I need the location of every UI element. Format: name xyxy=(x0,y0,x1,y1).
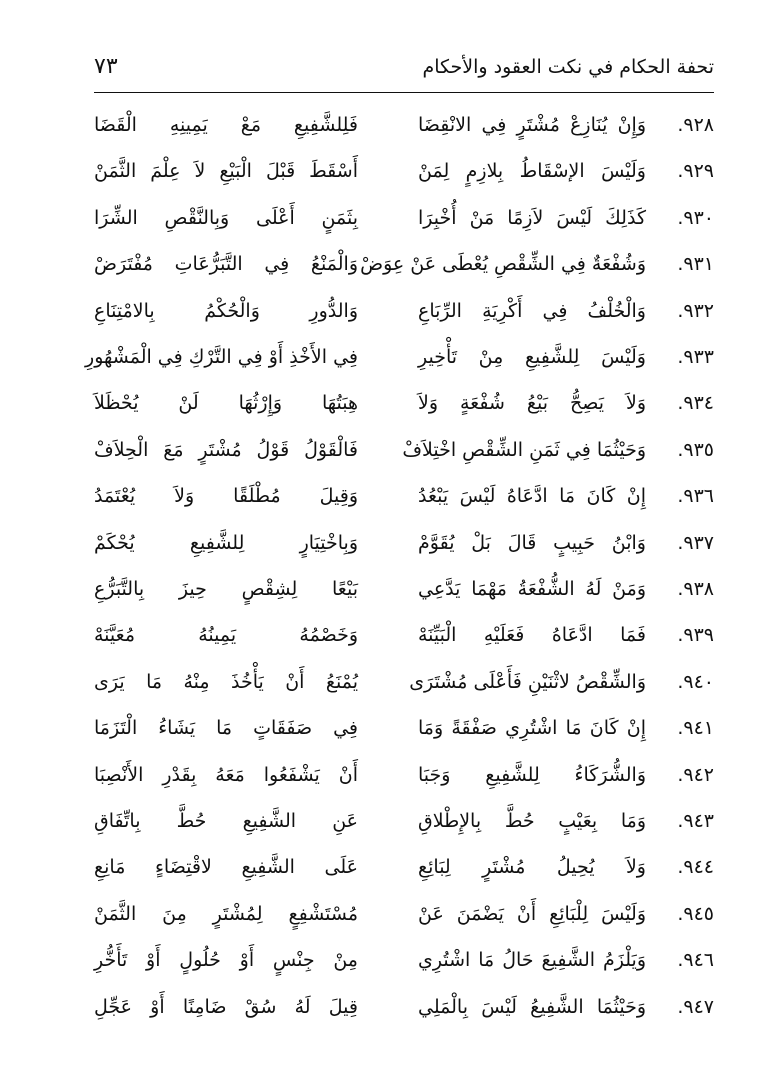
verse-line xyxy=(94,754,714,800)
first-hemistich: إِنْ كَانَ مَا اشْتُرِي صَفْقَةً وَمَا xyxy=(418,717,646,740)
second-hemistich: قِيلَ لَهُ سُقْ ضَامِنًا أَوْ عَجِّلِ xyxy=(94,995,358,1018)
second-hemistich: بَيْعًا لِشِقْصٍ حِيزَ بِالتَّبَرُّعِ xyxy=(94,578,358,600)
verse-line xyxy=(94,243,714,289)
verse-line xyxy=(94,986,714,1032)
page-header xyxy=(94,52,714,90)
second-hemistich: مِنْ جِنْسٍ أَوْ حُلُولٍ أَوْ تَأَخُّرِ xyxy=(94,949,358,972)
second-hemistich: فِي الأَخْذِ أَوْ فِي التَّرْكِ فِي الْمَشْهُورِ xyxy=(85,346,358,368)
verse-line xyxy=(94,150,714,196)
verse-number: ٩٤٤. xyxy=(677,856,714,879)
second-hemistich: يُمْنَعُ أَنْ يَأْخُذَ مِنْهُ مَا يَرَى xyxy=(94,670,358,693)
first-hemistich: وَمَنْ لَهُ الشُّفْعَةُ مَهْمَا يَدَّعِي xyxy=(418,578,646,600)
second-hemistich: عَنِ الشَّفِيعِ حُطَّ بِاتِّفَاقِ xyxy=(94,810,358,832)
verse-line xyxy=(94,290,714,336)
verse-line xyxy=(94,104,714,150)
verse-number: ٩٣٧. xyxy=(677,531,714,554)
verse-number: ٩٤٠. xyxy=(677,670,714,693)
second-hemistich: بِثَمَنٍ أَعْلَى وَبِالنَّقْصِ الشِّرَا xyxy=(94,206,358,229)
second-hemistich: مُسْتَشْفِعٍ لِمُشْتَرٍ مِنَ الثَّمَنْ xyxy=(94,902,358,925)
verse-line xyxy=(94,939,714,985)
first-hemistich: إِنْ كَانَ مَا ادَّعَاهُ لَيْسَ يَبْعُدُ xyxy=(418,485,646,508)
second-hemistich: فَالْقَوْلُ قَوْلُ مُشْتَرٍ مَعَ الْحِلاَفْ xyxy=(94,438,358,461)
first-hemistich: وَالشُّرَكَاءُ لِلشَّفِيعِ وَجَبَا xyxy=(418,763,646,786)
first-hemistich: وَلَيْسَ الإسْقَاطُ بِلازِمٍ لِمَنْ xyxy=(418,160,646,183)
verse-number: ٩٤٧. xyxy=(677,995,714,1018)
second-hemistich: وَخَصْمُهُ يَمِينُهُ مُعَيَّنَهْ xyxy=(94,624,358,647)
verse-number: ٩٤٣. xyxy=(677,810,714,832)
page-number: ٧٣ xyxy=(94,54,118,79)
first-hemistich: وَيَلْزَمُ الشَّفِيعَ حَالُ مَا اشْتُرِي xyxy=(418,949,646,972)
second-hemistich: أَنْ يَشْفَعُوا مَعَهُ بِقَدْرِ الأَنْصِبَا xyxy=(94,763,358,786)
verse-line xyxy=(94,568,714,614)
first-hemistich: وَشُفْعَةٌ فِي الشِّقْصِ يُعْطَى عَنْ عِوَضْ xyxy=(360,253,646,276)
first-hemistich: فَمَا ادَّعَاهُ فَعَلَيْهِ الْبَيِّنَهْ xyxy=(418,624,646,647)
verse-number: ٩٤٦. xyxy=(677,949,714,972)
verse-number: ٩٤٥. xyxy=(677,902,714,925)
first-hemistich: وَلَيْسَ لِلْبَائِعِ أَنْ يَضْمَنَ عَنْ xyxy=(418,902,646,925)
verse-line xyxy=(94,614,714,660)
second-hemistich: أَسْقَطَ قَبْلَ الْبَيْعِ لاَ عِلْمَ الثَّمَنْ xyxy=(94,160,358,183)
verse-number: ٩٣٤. xyxy=(677,392,714,415)
verse-number: ٩٣٥. xyxy=(677,438,714,461)
running-title: تحفة الحكام في نكت العقود والأحكام xyxy=(422,56,714,78)
verse-line xyxy=(94,429,714,475)
verse-number: ٩٢٨. xyxy=(677,114,714,136)
verse-line xyxy=(94,707,714,753)
second-hemistich: وَالدُّورِ وَالْحُكْمُ بِالامْتِنَاعِ xyxy=(94,299,358,322)
verse-line xyxy=(85,336,714,382)
verse-number: ٩٣٢. xyxy=(677,299,714,322)
second-hemistich: فَلِلشَّفِيعِ مَعْ يَمِينِهِ الْقَضَا xyxy=(94,114,358,136)
first-hemistich: وَلَيْسَ لِلشَّفِيعِ مِنْ تَأْخِيرِ xyxy=(418,346,646,368)
first-hemistich: وَإِنْ يُنَازِعْ مُشْتَرٍ فِي الانْقِضَا xyxy=(418,114,646,136)
verse-number: ٩٣٠. xyxy=(677,206,714,229)
verse-number: ٩٣١. xyxy=(677,253,714,276)
verse-line xyxy=(94,846,714,892)
first-hemistich: وَالْخُلْفُ فِي أَكْرِيَةِ الرِّبَاعِ xyxy=(418,299,646,322)
verse-number: ٩٢٩. xyxy=(677,160,714,183)
verse-line xyxy=(94,661,714,707)
verse-number: ٩٣٨. xyxy=(677,578,714,600)
second-hemistich: وَالْمَنْعُ فِي التَّبَرُّعَاتِ مُفْتَرَضْ xyxy=(94,253,358,276)
first-hemistich: وَالشِّقْصُ لاثْنَيْنِ فَأَعْلَى مُشْتَرَى xyxy=(409,670,646,693)
second-hemistich: هِبَتُهَا وَإِرْثُهَا لَنْ يُحْظَلاَ xyxy=(94,392,358,415)
first-hemistich: وَلاَ يُحِيلُ مُشْتَرٍ لِبَائِعِ xyxy=(418,856,646,879)
first-hemistich: وَابْنُ حَبِيبٍ قَالَ بَلْ يُقَوَّمْ xyxy=(418,531,646,554)
second-hemistich: فِي صَفَقَاتٍ مَا يَشَاءُ الْتَزَمَا xyxy=(94,717,358,740)
first-hemistich: وَحَيْثُمَا الشَّفِيعُ لَيْسَ بِالْمَلِي xyxy=(418,995,646,1018)
second-hemistich: وَقِيلَ مُطْلَقًا وَلاَ يُعْتَمَدُ xyxy=(94,485,358,508)
verse-number: ٩٣٣. xyxy=(677,346,714,368)
verse-number: ٩٣٦. xyxy=(677,485,714,508)
verse-number: ٩٤١. xyxy=(677,717,714,740)
first-hemistich: وَمَا بِعَيْبٍ حُطَّ بِالإِطْلاقِ xyxy=(418,810,646,832)
verse-line xyxy=(94,522,714,568)
second-hemistich: عَلَى الشَّفِيعِ لاقْتِضَاءٍ مَانِعِ xyxy=(94,856,358,879)
verse-line xyxy=(94,475,714,521)
verse-number: ٩٣٩. xyxy=(677,624,714,647)
header-rule xyxy=(94,92,714,93)
first-hemistich: كَذَلِكَ لَيْسَ لاَزِمًا مَنْ أُخْبِرَا xyxy=(418,206,646,229)
verse-line xyxy=(94,197,714,243)
verse-number: ٩٤٢. xyxy=(677,763,714,786)
first-hemistich: وَلاَ يَصِحُّ بَيْعُ شُفْعَةٍ وَلاَ xyxy=(418,392,646,415)
second-hemistich: وَبِاخْتِيَارٍ لِلشَّفِيعِ يُحْكَمْ xyxy=(94,531,358,554)
verse-line xyxy=(94,893,714,939)
first-hemistich: وَحَيْثُمَا فِي ثَمَنِ الشِّقْصِ اخْتِلاَفْ xyxy=(402,438,646,461)
verse-line xyxy=(94,800,714,846)
verse-line xyxy=(94,382,714,428)
